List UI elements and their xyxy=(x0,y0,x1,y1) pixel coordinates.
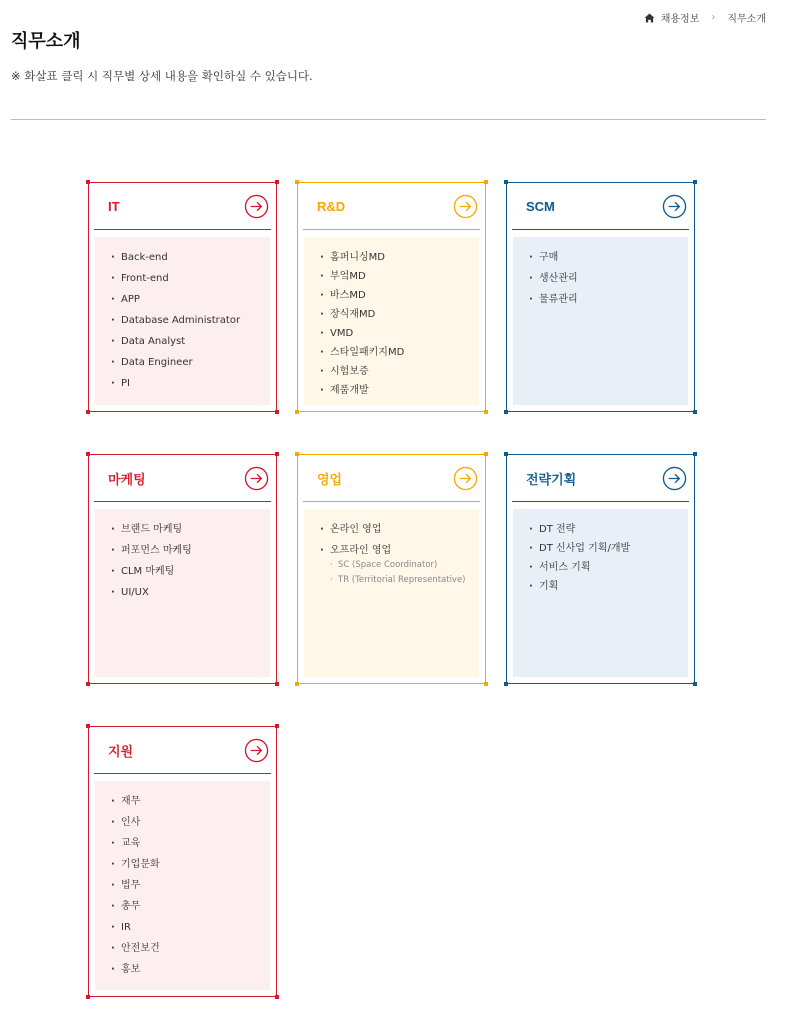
job-list xyxy=(318,523,469,586)
card-body xyxy=(95,509,270,677)
list-item: · 교육 xyxy=(109,837,260,850)
job-card-strategy xyxy=(506,454,695,684)
card-body xyxy=(95,781,270,990)
list-item: · Data Engineer xyxy=(109,356,260,369)
list-item: · IR xyxy=(109,921,260,934)
job-card-it xyxy=(88,182,277,412)
breadcrumb-home-link[interactable]: 채용정보 xyxy=(660,14,700,25)
breadcrumb-current: 직무소개 xyxy=(727,14,766,25)
list-item: · APP xyxy=(109,293,260,306)
job-list xyxy=(527,523,678,593)
list-item: · Data Analyst xyxy=(109,335,260,348)
sub-list-item: · SC (Space Coordinator) xyxy=(318,560,469,571)
card-header xyxy=(512,455,689,502)
list-item: · 퍼포먼스 마케팅 xyxy=(109,544,260,557)
list-item: · 구매 xyxy=(527,251,678,264)
job-list xyxy=(109,251,260,390)
card-header xyxy=(94,183,271,230)
card-title: 전략기획 xyxy=(526,471,577,487)
list-item: · 바스MD xyxy=(318,289,469,302)
job-card-sales xyxy=(297,454,486,684)
list-item: · Database Administrator xyxy=(109,314,260,327)
list-item: · 법무 xyxy=(109,879,260,892)
job-card-support xyxy=(88,726,277,997)
arrow-right-circle-icon[interactable] xyxy=(244,194,269,219)
list-item: · 서비스 기획 xyxy=(527,561,678,574)
job-list xyxy=(318,251,469,397)
card-title: 마케팅 xyxy=(108,471,146,487)
list-item: · CLM 마케팅 xyxy=(109,565,260,578)
list-item: · 안전보건 xyxy=(109,942,260,955)
list-item: · 시험보증 xyxy=(318,365,469,378)
card-title: IT xyxy=(108,198,120,214)
list-item: · 부엌MD xyxy=(318,270,469,283)
list-item: · VMD xyxy=(318,327,469,340)
job-card-rnd xyxy=(297,182,486,412)
card-body xyxy=(513,509,688,677)
chevron-right-icon: › xyxy=(711,12,716,23)
job-list xyxy=(109,795,260,976)
card-header xyxy=(94,727,271,774)
list-item: · 홈퍼니싱MD xyxy=(318,251,469,264)
sub-list-item: · TR (Territorial Representative) xyxy=(318,575,469,586)
list-item: · 장식재MD xyxy=(318,308,469,321)
job-list xyxy=(109,523,260,599)
list-item: · Back-end xyxy=(109,251,260,264)
page-title: 직무소개 xyxy=(11,31,81,52)
list-item: · 온라인 영업 xyxy=(318,523,469,536)
list-item: · 인사 xyxy=(109,816,260,829)
card-body xyxy=(95,237,270,405)
list-item: · 재무 xyxy=(109,795,260,808)
card-header xyxy=(303,183,480,230)
card-title: R&D xyxy=(317,198,346,214)
list-item: · 기획 xyxy=(527,580,678,593)
list-item: · 스타일패키지MD xyxy=(318,346,469,359)
list-item: · 생산관리 xyxy=(527,272,678,285)
arrow-right-circle-icon[interactable] xyxy=(453,194,478,219)
job-list xyxy=(527,251,678,306)
job-card-scm xyxy=(506,182,695,412)
list-item: · UI/UX xyxy=(109,586,260,599)
card-title: SCM xyxy=(526,198,555,214)
list-item: · PI xyxy=(109,377,260,390)
list-item: · 브랜드 마케팅 xyxy=(109,523,260,536)
list-item: · 오프라인 영업 xyxy=(318,544,469,557)
divider xyxy=(11,119,766,120)
card-body xyxy=(304,509,479,677)
list-item: · Front-end xyxy=(109,272,260,285)
card-header xyxy=(303,455,480,502)
arrow-right-circle-icon[interactable] xyxy=(662,466,687,491)
list-item: · 물류관리 xyxy=(527,293,678,306)
job-card-marketing xyxy=(88,454,277,684)
arrow-right-circle-icon[interactable] xyxy=(244,738,269,763)
list-item: · DT 신사업 기획/개발 xyxy=(527,542,678,555)
card-title: 지원 xyxy=(108,743,134,759)
card-header xyxy=(512,183,689,230)
arrow-right-circle-icon[interactable] xyxy=(453,466,478,491)
card-title: 영업 xyxy=(317,471,343,487)
home-icon[interactable] xyxy=(644,13,655,23)
card-body xyxy=(513,237,688,405)
arrow-right-circle-icon[interactable] xyxy=(662,194,687,219)
list-item: · 제품개발 xyxy=(318,384,469,397)
list-item: · 총무 xyxy=(109,900,260,913)
list-item: · 기업문화 xyxy=(109,858,260,871)
card-header xyxy=(94,455,271,502)
arrow-right-circle-icon[interactable] xyxy=(244,466,269,491)
card-body xyxy=(304,237,479,405)
notice-text: ※ 화살표 클릭 시 직무별 상세 내용을 확인하실 수 있습니다. xyxy=(11,69,313,83)
list-item: · DT 전략 xyxy=(527,523,678,536)
breadcrumb xyxy=(644,10,766,25)
list-item: · 홍보 xyxy=(109,963,260,976)
